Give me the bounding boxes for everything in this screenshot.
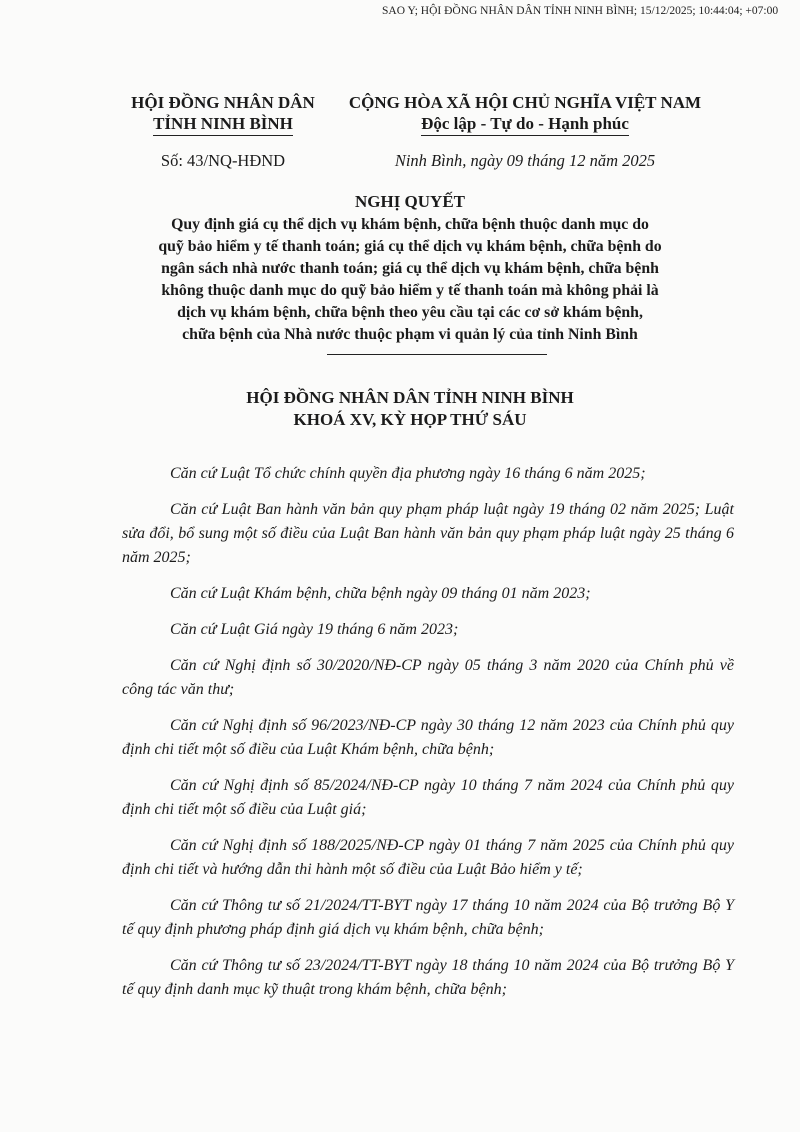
legal-basis-list [122, 462, 734, 1014]
legal-basis-paragraph: Căn cứ Nghị định số 96/2023/NĐ-CP ngày 30 tháng 12 năm 2023 của Chính phủ quy định chi tiết một số điều của Luật Khám bệnh, chữa bệnh; [122, 717, 734, 758]
issuing-authority-name: HỘI ĐỒNG NHÂN DÂN [131, 93, 315, 112]
subject-line: quỹ bảo hiểm y tế thanh toán; giá cụ thể dịch vụ khám bệnh, chữa bệnh do [158, 238, 662, 255]
legal-basis-paragraph: Căn cứ Nghị định số 188/2025/NĐ-CP ngày 01 tháng 7 năm 2025 của Chính phủ quy định chi tiết và hướng dẫn thi hành một số điều của Luật Bảo hiểm y tế; [122, 837, 734, 878]
national-motto: Độc lập - Tự do - Hạnh phúc [421, 113, 629, 136]
subject-line: Quy định giá cụ thể dịch vụ khám bệnh, chữa bệnh thuộc danh mục do [171, 216, 649, 233]
council-name: HỘI ĐỒNG NHÂN DÂN TỈNH NINH BÌNH [246, 388, 574, 407]
subject-line: không thuộc danh mục do quỹ bảo hiểm y tế thanh toán mà không phải là [161, 282, 659, 299]
subject-divider [327, 354, 547, 355]
issuing-authority-block [108, 92, 338, 171]
place-and-date: Ninh Bình, ngày 09 tháng 12 năm 2025 [394, 151, 656, 170]
subject-line: dịch vụ khám bệnh, chữa bệnh theo yêu cầu tại các cơ sở khám bệnh, [177, 304, 643, 321]
subject-line: ngân sách nhà nước thanh toán; giá cụ thể dịch vụ khám bệnh, chữa bệnh [161, 260, 659, 277]
issuing-authority-province: TỈNH NINH BÌNH [153, 113, 293, 136]
legal-basis-paragraph: Căn cứ Thông tư số 23/2024/TT-BYT ngày 18 tháng 10 năm 2024 của Bộ trưởng Bộ Y tế quy định danh mục kỹ thuật trong khám bệnh, chữa bệnh; [122, 957, 734, 998]
legal-basis-paragraph: Căn cứ Luật Giá ngày 19 tháng 6 năm 2023; [170, 621, 459, 638]
council-session: KHOÁ XV, KỲ HỌP THỨ SÁU [293, 410, 527, 429]
legal-basis-paragraph: Căn cứ Thông tư số 21/2024/TT-BYT ngày 17 tháng 10 năm 2024 của Bộ trưởng Bộ Y tế quy định phương pháp định giá dịch vụ khám bệnh, chữa bệnh; [122, 897, 734, 938]
resolution-subject [110, 214, 710, 346]
legal-basis-paragraph: Căn cứ Luật Tổ chức chính quyền địa phương ngày 16 tháng 6 năm 2025; [170, 465, 646, 482]
document-number: Số: 43/NQ-HĐND [160, 151, 286, 170]
subject-line: chữa bệnh của Nhà nước thuộc phạm vi quản lý của tỉnh Ninh Bình [182, 326, 638, 343]
council-heading [110, 387, 710, 431]
legal-basis-paragraph: Căn cứ Luật Ban hành văn bản quy phạm pháp luật ngày 19 tháng 02 năm 2025; Luật sửa đổi, bổ sung một số điều của Luật Ban hành văn bản quy phạm pháp luật ngày 25 tháng 6 năm 2025; [122, 501, 734, 566]
digital-copy-stamp: SAO Y; HỘI ĐỒNG NHÂN DÂN TỈNH NINH BÌNH; 15/12/2025; 10:44:04; +07:00 [382, 5, 779, 17]
legal-basis-paragraph: Căn cứ Luật Khám bệnh, chữa bệnh ngày 09 tháng 01 năm 2023; [170, 585, 591, 602]
document-type-title: NGHỊ QUYẾT [354, 192, 466, 211]
legal-basis-paragraph: Căn cứ Nghị định số 30/2020/NĐ-CP ngày 05 tháng 3 năm 2020 của Chính phủ về công tác văn thư; [122, 657, 734, 698]
legal-basis-paragraph: Căn cứ Nghị định số 85/2024/NĐ-CP ngày 10 tháng 7 năm 2024 của Chính phủ quy định chi tiết một số điều của Luật giá; [122, 777, 734, 818]
national-header-block [335, 92, 715, 171]
national-title: CỘNG HÒA XÃ HỘI CHỦ NGHĨA VIỆT NAM [348, 93, 702, 112]
